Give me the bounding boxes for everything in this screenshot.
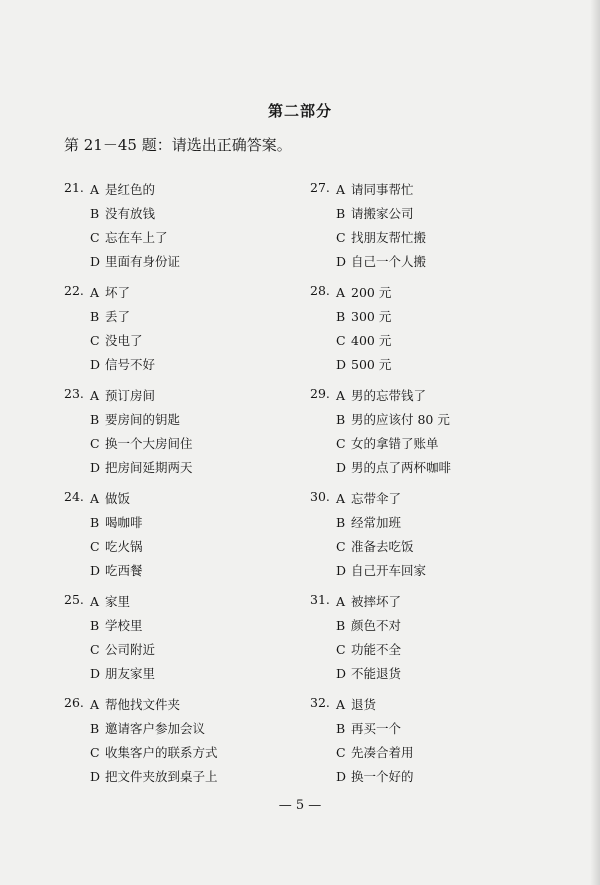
answer-option bbox=[336, 719, 401, 737]
option-text: 学校里 bbox=[105, 618, 143, 633]
answer-option bbox=[90, 331, 143, 349]
option-letter: D bbox=[90, 460, 101, 475]
option-text: 朋友家里 bbox=[105, 666, 156, 681]
option-text: 女的拿错了账单 bbox=[351, 436, 439, 451]
option-text: 男的忘带钱了 bbox=[351, 388, 427, 403]
option-text: 邀请客户参加会议 bbox=[105, 721, 206, 736]
answer-option bbox=[336, 664, 401, 682]
option-text: 自己开车回家 bbox=[351, 563, 427, 578]
option-letter: B bbox=[336, 515, 346, 530]
answer-option bbox=[336, 592, 401, 610]
option-text: 经常加班 bbox=[351, 515, 402, 530]
answer-option bbox=[336, 204, 414, 222]
answer-option bbox=[90, 228, 168, 246]
answer-option bbox=[90, 458, 193, 476]
option-letter: D bbox=[90, 357, 101, 372]
question-number: 30. bbox=[310, 489, 330, 504]
answer-option bbox=[336, 410, 450, 428]
answer-option bbox=[336, 228, 426, 246]
question-item bbox=[64, 283, 314, 386]
answer-option bbox=[90, 489, 130, 507]
option-letter: A bbox=[336, 697, 346, 712]
option-letter: D bbox=[336, 254, 347, 269]
answer-option bbox=[336, 513, 401, 531]
answer-option bbox=[90, 695, 180, 713]
answer-option bbox=[90, 561, 143, 579]
option-text: 颜色不对 bbox=[351, 618, 402, 633]
option-letter: B bbox=[336, 412, 346, 427]
answer-option bbox=[90, 664, 155, 682]
answer-option bbox=[90, 204, 155, 222]
option-letter: B bbox=[90, 721, 100, 736]
option-text: 换一个大房间住 bbox=[105, 436, 193, 451]
option-letter: D bbox=[90, 769, 101, 784]
option-letter: C bbox=[90, 230, 100, 245]
option-text: 准备去吃饭 bbox=[351, 539, 414, 554]
answer-option bbox=[336, 489, 401, 507]
option-letter: A bbox=[336, 182, 346, 197]
option-text: 退货 bbox=[351, 697, 377, 712]
question-number: 32. bbox=[310, 695, 330, 710]
question-item bbox=[310, 283, 560, 386]
option-text: 要房间的钥匙 bbox=[105, 412, 181, 427]
option-letter: C bbox=[90, 333, 100, 348]
option-text: 男的点了两杯咖啡 bbox=[351, 460, 452, 475]
option-letter: C bbox=[90, 539, 100, 554]
option-letter: B bbox=[90, 206, 100, 221]
answer-option bbox=[90, 719, 205, 737]
option-text: 吃火锅 bbox=[105, 539, 143, 554]
answer-option bbox=[90, 180, 155, 198]
answer-option bbox=[90, 307, 130, 325]
option-letter: D bbox=[90, 254, 101, 269]
question-item bbox=[64, 180, 314, 283]
option-text: 请搬家公司 bbox=[351, 206, 414, 221]
answer-option bbox=[90, 283, 130, 301]
answer-option bbox=[336, 458, 451, 476]
option-text: 里面有身份证 bbox=[105, 254, 181, 269]
answer-option bbox=[336, 331, 391, 349]
option-letter: C bbox=[336, 745, 346, 760]
option-letter: B bbox=[336, 618, 346, 633]
answer-option bbox=[90, 410, 180, 428]
answer-option bbox=[90, 355, 155, 373]
option-text: 公司附近 bbox=[105, 642, 156, 657]
option-text: 忘在车上了 bbox=[105, 230, 168, 245]
answer-option bbox=[336, 386, 426, 404]
option-text: 喝咖啡 bbox=[105, 515, 143, 530]
question-number: 21. bbox=[64, 180, 84, 195]
option-text: 300 元 bbox=[351, 309, 392, 324]
question-number: 24. bbox=[64, 489, 84, 504]
option-text: 男的应该付 80 元 bbox=[351, 412, 450, 427]
option-text: 400 元 bbox=[351, 333, 392, 348]
option-text: 信号不好 bbox=[105, 357, 156, 372]
question-number: 25. bbox=[64, 592, 84, 607]
question-number: 23. bbox=[64, 386, 84, 401]
page-edge-shadow bbox=[590, 0, 600, 885]
answer-option bbox=[90, 386, 155, 404]
option-letter: A bbox=[336, 594, 346, 609]
option-text: 功能不全 bbox=[351, 642, 402, 657]
question-column-left bbox=[64, 180, 314, 798]
option-text: 500 元 bbox=[351, 357, 392, 372]
option-letter: C bbox=[90, 436, 100, 451]
section-title: 第二部分 bbox=[267, 102, 332, 120]
page-number: — 5 — bbox=[278, 798, 322, 813]
option-letter: A bbox=[336, 285, 346, 300]
option-text: 没电了 bbox=[105, 333, 143, 348]
option-letter: C bbox=[336, 539, 346, 554]
option-text: 做饭 bbox=[105, 491, 131, 506]
option-letter: C bbox=[90, 642, 100, 657]
answer-option bbox=[336, 616, 401, 634]
option-letter: D bbox=[336, 769, 347, 784]
option-letter: A bbox=[336, 491, 346, 506]
option-text: 被摔坏了 bbox=[351, 594, 402, 609]
question-item bbox=[64, 489, 314, 592]
option-letter: B bbox=[336, 309, 346, 324]
option-text: 再买一个 bbox=[351, 721, 402, 736]
question-number: 27. bbox=[310, 180, 330, 195]
answer-option bbox=[336, 307, 391, 325]
instruction-text: 第 21－45 题：请选出正确答案。 bbox=[64, 136, 292, 154]
option-text: 帮他找文件夹 bbox=[105, 697, 181, 712]
option-letter: B bbox=[90, 412, 100, 427]
option-letter: A bbox=[90, 285, 100, 300]
option-text: 家里 bbox=[105, 594, 131, 609]
option-text: 把房间延期两天 bbox=[105, 460, 193, 475]
option-text: 找朋友帮忙搬 bbox=[351, 230, 427, 245]
question-item bbox=[310, 180, 560, 283]
option-text: 把文件夹放到桌子上 bbox=[105, 769, 218, 784]
question-item bbox=[310, 386, 560, 489]
option-text: 吃西餐 bbox=[105, 563, 143, 578]
option-letter: B bbox=[336, 721, 346, 736]
question-item bbox=[64, 695, 314, 798]
answer-option bbox=[90, 592, 130, 610]
answer-option bbox=[336, 561, 426, 579]
option-text: 没有放钱 bbox=[105, 206, 156, 221]
option-text: 200 元 bbox=[351, 285, 392, 300]
answer-option bbox=[90, 537, 143, 555]
option-letter: C bbox=[336, 230, 346, 245]
option-letter: A bbox=[90, 697, 100, 712]
option-letter: C bbox=[336, 436, 346, 451]
option-text: 不能退货 bbox=[351, 666, 402, 681]
question-number: 31. bbox=[310, 592, 330, 607]
answer-option bbox=[90, 513, 143, 531]
option-letter: B bbox=[90, 515, 100, 530]
answer-option bbox=[336, 283, 391, 301]
answer-option bbox=[90, 434, 193, 452]
question-number: 29. bbox=[310, 386, 330, 401]
option-text: 收集客户的联系方式 bbox=[105, 745, 218, 760]
option-letter: D bbox=[336, 460, 347, 475]
answer-option bbox=[336, 695, 376, 713]
answer-option bbox=[336, 434, 439, 452]
option-letter: A bbox=[336, 388, 346, 403]
option-letter: C bbox=[336, 642, 346, 657]
question-number: 28. bbox=[310, 283, 330, 298]
answer-option bbox=[336, 355, 391, 373]
answer-option bbox=[90, 743, 218, 761]
option-text: 坏了 bbox=[105, 285, 131, 300]
answer-option bbox=[90, 616, 143, 634]
option-letter: C bbox=[90, 745, 100, 760]
option-letter: A bbox=[90, 491, 100, 506]
question-item bbox=[310, 489, 560, 592]
option-letter: A bbox=[90, 182, 100, 197]
option-text: 丢了 bbox=[105, 309, 131, 324]
answer-option bbox=[336, 743, 414, 761]
question-number: 22. bbox=[64, 283, 84, 298]
option-text: 自己一个人搬 bbox=[351, 254, 427, 269]
option-letter: D bbox=[336, 563, 347, 578]
option-letter: D bbox=[90, 563, 101, 578]
option-letter: D bbox=[90, 666, 101, 681]
answer-option bbox=[336, 767, 414, 785]
question-item bbox=[64, 592, 314, 695]
question-item bbox=[310, 695, 560, 798]
answer-option bbox=[336, 180, 414, 198]
option-letter: C bbox=[336, 333, 346, 348]
question-item bbox=[310, 592, 560, 695]
option-text: 换一个好的 bbox=[351, 769, 414, 784]
question-number: 26. bbox=[64, 695, 84, 710]
option-letter: A bbox=[90, 388, 100, 403]
question-column-right bbox=[310, 180, 560, 798]
answer-option bbox=[336, 537, 414, 555]
answer-option bbox=[336, 252, 426, 270]
option-text: 预订房间 bbox=[105, 388, 156, 403]
option-text: 请同事帮忙 bbox=[351, 182, 414, 197]
question-item bbox=[64, 386, 314, 489]
option-letter: B bbox=[90, 618, 100, 633]
option-letter: B bbox=[90, 309, 100, 324]
option-text: 是红色的 bbox=[105, 182, 156, 197]
option-letter: B bbox=[336, 206, 346, 221]
option-text: 先凑合着用 bbox=[351, 745, 414, 760]
answer-option bbox=[90, 252, 180, 270]
option-letter: A bbox=[90, 594, 100, 609]
option-letter: D bbox=[336, 666, 347, 681]
answer-option bbox=[90, 640, 155, 658]
option-letter: D bbox=[336, 357, 347, 372]
answer-option bbox=[336, 640, 401, 658]
answer-option bbox=[90, 767, 218, 785]
option-text: 忘带伞了 bbox=[351, 491, 402, 506]
